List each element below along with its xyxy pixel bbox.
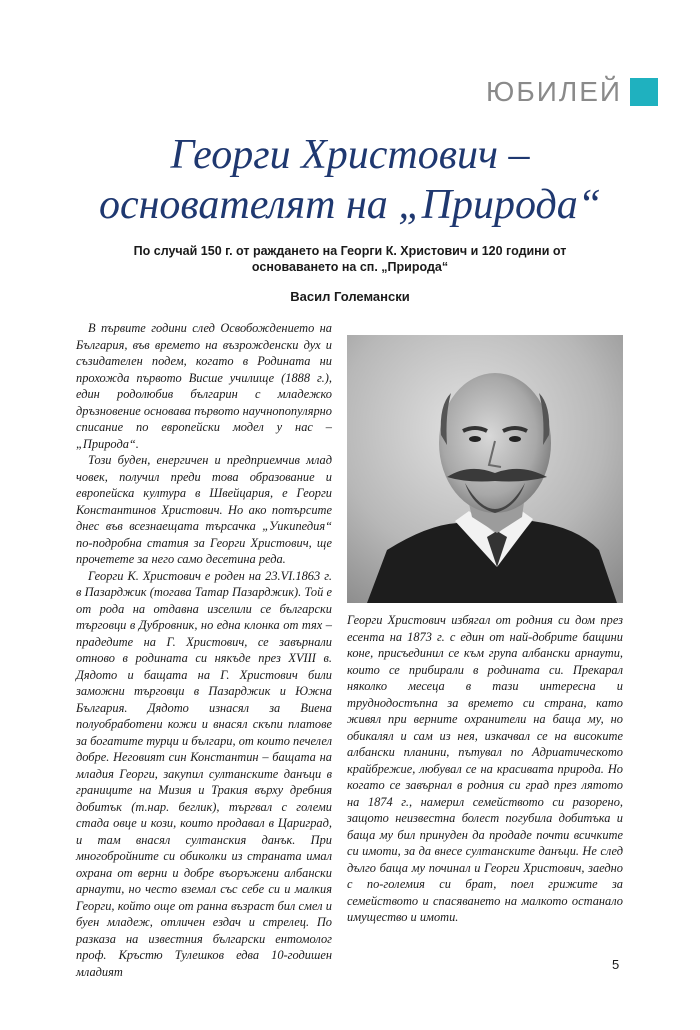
portrait-photo <box>347 335 623 603</box>
article-subtitle <box>100 243 600 275</box>
section-tag <box>486 76 622 108</box>
article-title-line-2: основателят на „Природа“ <box>98 182 602 228</box>
left-column <box>76 320 332 980</box>
article-subtitle-line-1: По случай 150 г. от раждането на Георги К. Христович и 120 години от <box>133 244 567 258</box>
article-subtitle-line-2: основаването на сп. „Природа“ <box>251 260 449 274</box>
paragraph-intro: В първите години след Освобождението на България, във времето на възрожденски дух и съзидателен подем, когато в Родината ни прохожда първото Висше училище (1888 г.), един родолюбив българин с младежко дръзновение основава първото научнопопулярно списание по европейски модел у нас – „Природа“. <box>76 321 332 451</box>
paragraph-third: Георги К. Христович е роден на 23.VI.1863 г. в Пазарджик (тогава Татар Пазарджик). Той е от рода на отдавна изселили се български търговци в Дубровник, но една клонка от тях – прадедите на Г. Христович, се завърнали отново в родината си някъде през XVIII в. Дядото и бащата на Г. Христович били заможни търговци в Пазарджик и Южна България. Дядото изнасял за Виена полуобработени кожи и внасял скъпи платове за богатите турци и българи, от които печелел добре. Неговият син Константин – бащата на младия Георги, закупил султанските данъци в границите на Мизия и Тракия върху дребния добитък (т.нар. беглик), търгвал с големи стада овце и кози, които продавал в Цариград, и там внасял султанския данък. При многобройните си обиколки из страната имал охрана от верни и добре въоръжени албански арнаути, но често вземал със себе си и малкия Георги, който още от ранна възраст бил смел и буен младеж, отличен ездач и стрелец. По разказа на известния български ентомолог проф. Кръстю Тулешков едва 10-годишен младият <box>76 568 332 979</box>
section-tag-label: ЮБИЛЕЙ <box>486 76 622 107</box>
article-title-line-1: Георги Христович – <box>170 132 530 178</box>
portrait-illustration <box>347 335 623 603</box>
section-tag-square <box>630 78 658 106</box>
article-author: Васил Големански <box>290 289 410 304</box>
paragraph-second: Този буден, енергичен и предприемчив млад човек, получил преди това образование и европейска култура в Швейцария, е Георги Константинов Христович. Но ако потърсите днес във всезнаещата търсачка „Уикипедия“ по-подробна статия за Георги Христович, ще прочетете за него само десетина реда. <box>76 453 332 566</box>
paragraph-continued: Георги Христович избягал от родния си дом през есента на 1873 г. с един от най-добрите бащини коне, присъединил се към група албански арнаути, които се прибирали в родината си. Прекарал няколко месеца в тази интересна и труднодостъпна за времето си страна, като живял при верните охранители на баща му, но обикалял и сам из нея, изкачвал се на високите албански планини, пътувал по Адриатическото крайбрежие, любувал се на красивата природа. Но когато се завърнал в родния си град през лятото на 1874 г., намерил семейството си разорено, защото неизвестна болест погубила добитъка и баща му бил принуден да продаде почти всичките си имоти, за да внесе султанските данъци. Не след дълго баща му починал и Георги Христович, заедно с по-големия си брат, поел грижите за семейството и спасяването на малкото останало имущество и имоти. <box>347 613 623 924</box>
right-column <box>347 612 623 926</box>
article-title <box>0 130 700 230</box>
page-number: 5 <box>612 957 620 972</box>
